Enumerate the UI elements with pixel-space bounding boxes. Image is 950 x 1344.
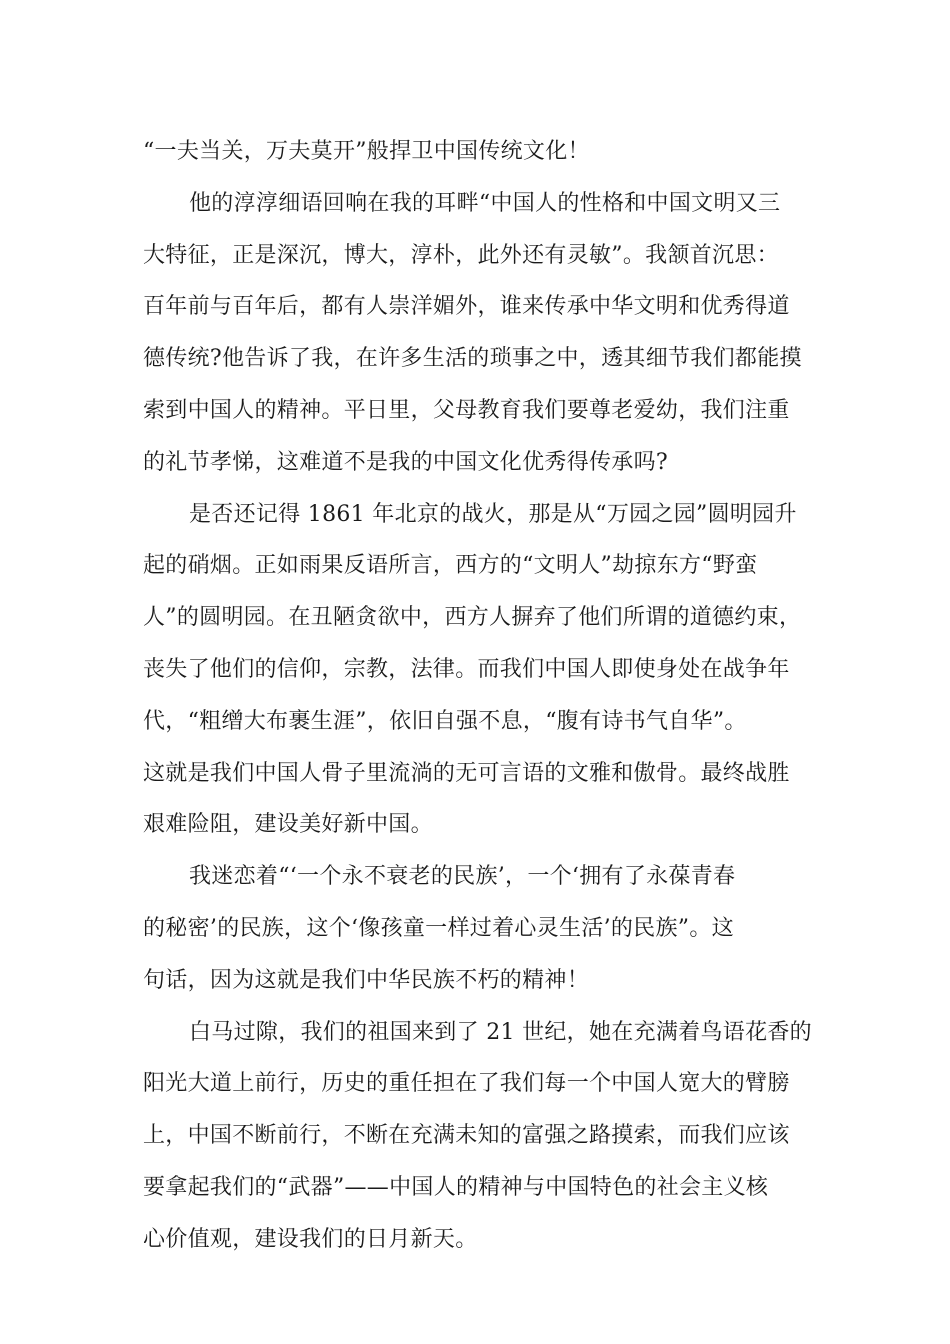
text-line: 句话，因为这就是我们中华民族不朽的精神！ [143, 967, 590, 993]
text-line: 阳光大道上前行，历史的重任担在了我们每一个中国人宽大的臂膀 [143, 1071, 790, 1097]
text-line: “一夫当关，万夫莫开”般捍卫中国传统文化！ [143, 139, 590, 164]
text-line: 人”的圆明园。在丑陋贪欲中，西方人摒弃了他们所谓的道德约束， [143, 605, 802, 631]
text-line: 丧失了他们的信仰，宗教，法律。而我们中国人即使身处在战争年 [143, 656, 790, 682]
text-line: 百年前与百年后，都有人崇洋媚外，谁来传承中华文明和优秀得道 [143, 294, 790, 320]
text-line: 心价值观，建设我们的日月新天。 [143, 1226, 478, 1252]
text-line: 艰难险阻，建设美好新中国。 [143, 812, 433, 838]
text-line: 他的淳淳细语回响在我的耳畔“中国人的性格和中国文明又三 [189, 190, 781, 216]
text-line: 的礼节孝悌，这难道不是我的中国文化优秀得传承吗? [143, 449, 668, 475]
text-line: 上，中国不断前行，不断在充满未知的富强之路摸索，而我们应该 [143, 1123, 790, 1149]
text-line: 要拿起我们的“武器”——中国人的精神与中国特色的社会主义核 [143, 1174, 769, 1200]
text-line: 我迷恋着“‘一个永不衰老的民族’，一个‘拥有了永葆青春 [189, 864, 736, 890]
text-line: 起的硝烟。正如雨果反语所言，西方的“文明人”劫掠东方“野蛮 [143, 553, 758, 579]
essay-body [143, 126, 823, 1266]
text-line: 索到中国人的精神。平日里，父母教育我们要尊老爱幼，我们注重 [143, 397, 790, 423]
text-line: 这就是我们中国人骨子里流淌的无可言语的文雅和傲骨。最终战胜 [143, 760, 790, 786]
text-line: 代，“粗缯大布裹生涯”，依旧自强不息，“腹有诗书气自华”。 [143, 708, 747, 734]
text-line: 德传统?他告诉了我，在许多生活的琐事之中，透其细节我们都能摸 [143, 346, 802, 372]
text-line: 是否还记得 1861 年北京的战火，那是从“万园之园”圆明园升 [189, 501, 797, 527]
text-line: 白马过隙，我们的祖国来到了 21 世纪，她在充满着鸟语花香的 [189, 1019, 812, 1045]
text-line: 的秘密’的民族，这个‘像孩童一样过着心灵生活’的民族”。这 [143, 915, 734, 941]
text-line: 大特征，正是深沉，博大，淳朴，此外还有灵敏”。我颔首沉思： [143, 242, 779, 268]
